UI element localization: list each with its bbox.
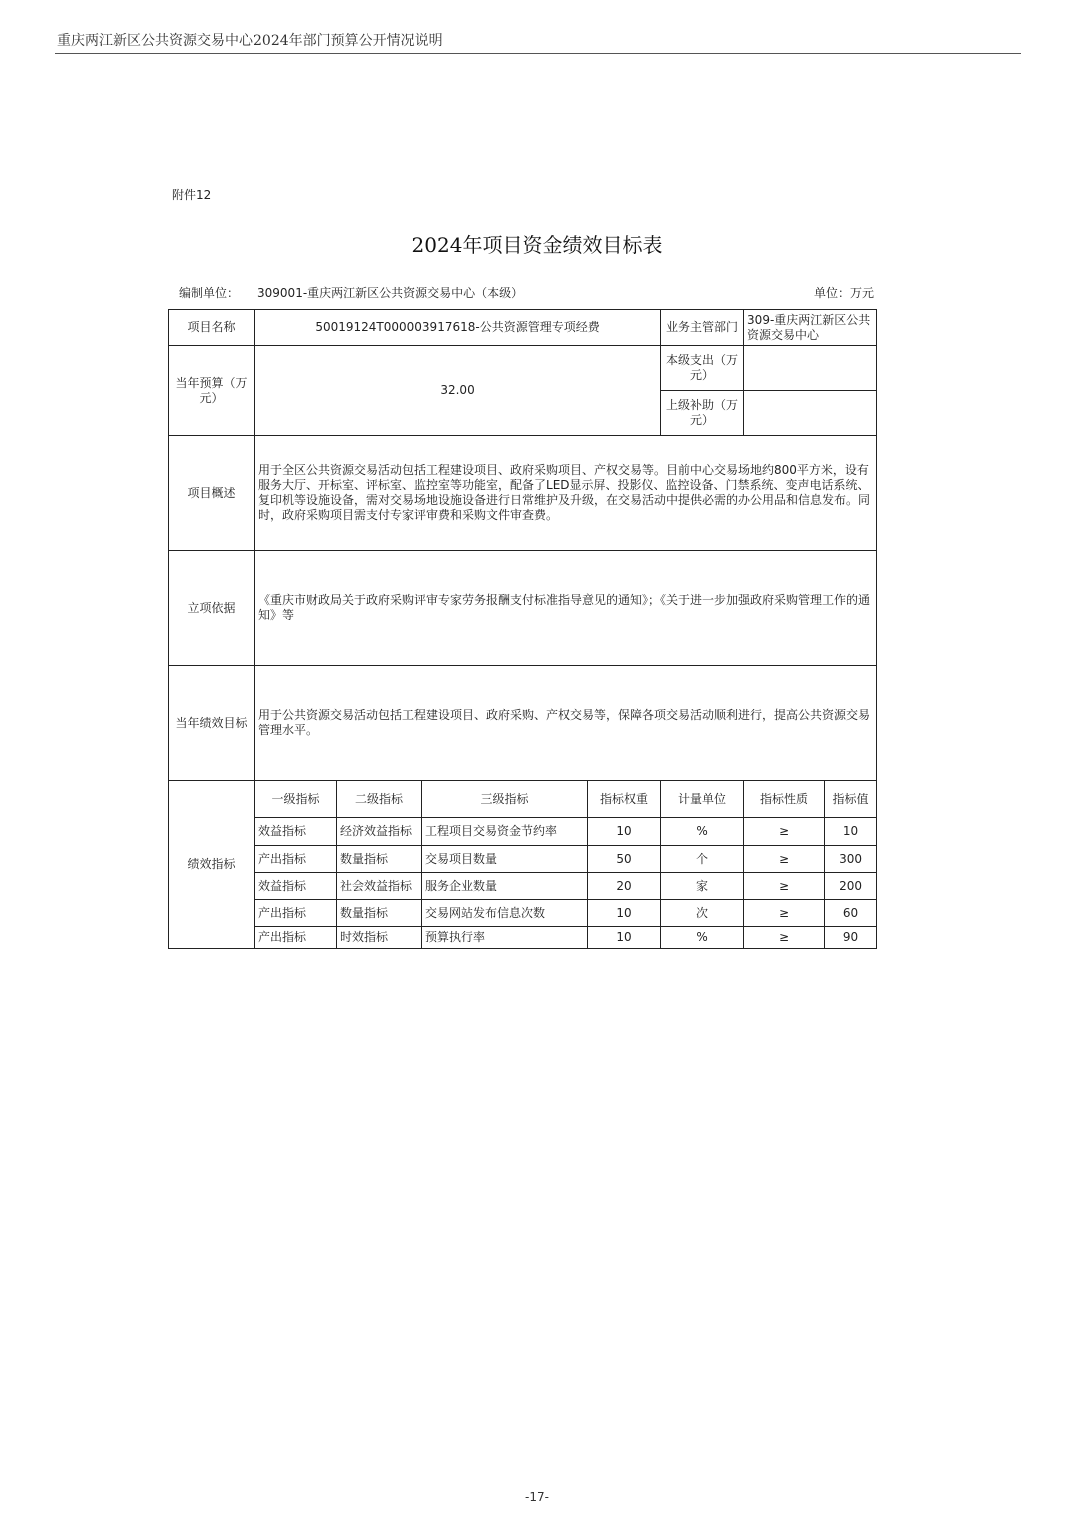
overview-label: 项目概述 bbox=[169, 436, 255, 551]
indicator-cell: ≥ bbox=[744, 818, 825, 846]
indicator-row bbox=[169, 873, 877, 900]
indicator-header: 三级指标 bbox=[422, 781, 588, 818]
indicator-cell: ≥ bbox=[744, 900, 825, 927]
indicator-header: 二级指标 bbox=[337, 781, 422, 818]
goal-label: 当年绩效目标 bbox=[169, 666, 255, 781]
indicator-cell: 交易项目数量 bbox=[422, 846, 588, 873]
currency-unit: 单位：万元 bbox=[813, 286, 874, 300]
indicator-cell: 数量指标 bbox=[337, 900, 422, 927]
indicator-cell: 时效指标 bbox=[337, 927, 422, 949]
indicator-cell: 次 bbox=[661, 900, 744, 927]
indicator-cell: 个 bbox=[661, 846, 744, 873]
upper-subsidy-label: 上级补助（万元） bbox=[661, 391, 744, 436]
indicator-cell: 工程项目交易资金节约率 bbox=[422, 818, 588, 846]
indicator-cell: 经济效益指标 bbox=[337, 818, 422, 846]
indicator-cell: 产出指标 bbox=[255, 846, 337, 873]
document-title: 2024年项目资金绩效目标表 bbox=[411, 233, 663, 257]
upper-subsidy-value bbox=[744, 391, 877, 436]
indicator-row bbox=[169, 927, 877, 949]
indicator-cell: 10 bbox=[588, 927, 661, 949]
header-divider bbox=[55, 53, 1021, 54]
basis-text: 《重庆市财政局关于政府采购评审专家劳务报酬支付标准指导意见的通知》；《关于进一步加强政府采购管理工作的通知》等 bbox=[255, 551, 877, 666]
indicator-header-row bbox=[169, 781, 877, 818]
local-expense-label: 本级支出（万元） bbox=[661, 346, 744, 391]
indicator-cell: 数量指标 bbox=[337, 846, 422, 873]
indicator-cell: 交易网站发布信息次数 bbox=[422, 900, 588, 927]
indicators-label: 绩效指标 bbox=[169, 781, 255, 949]
basis-label: 立项依据 bbox=[169, 551, 255, 666]
dept-value: 309-重庆两江新区公共资源交易中心 bbox=[744, 310, 877, 346]
indicator-cell: 20 bbox=[588, 873, 661, 900]
indicator-cell: ≥ bbox=[744, 927, 825, 949]
indicator-cell: ≥ bbox=[744, 846, 825, 873]
indicator-cell: 预算执行率 bbox=[422, 927, 588, 949]
indicator-cell: 300 bbox=[825, 846, 877, 873]
goal-text: 用于公共资源交易活动包括工程建设项目、政府采购、产权交易等，保障各项交易活动顺利进行，提高公共资源交易管理水平。 bbox=[255, 666, 877, 781]
compiling-unit-label: 编制单位： bbox=[179, 286, 240, 300]
indicator-cell: ≥ bbox=[744, 873, 825, 900]
indicator-cell: 90 bbox=[825, 927, 877, 949]
indicator-cell: 50 bbox=[588, 846, 661, 873]
indicator-cell: 10 bbox=[588, 900, 661, 927]
compiling-unit-value: 309001-重庆两江新区公共资源交易中心（本级） bbox=[257, 286, 524, 300]
indicator-header: 指标值 bbox=[825, 781, 877, 818]
row-budget-local bbox=[169, 346, 877, 391]
row-overview bbox=[169, 436, 877, 551]
compiling-unit bbox=[179, 284, 523, 301]
indicator-cell: 产出指标 bbox=[255, 900, 337, 927]
dept-label: 业务主管部门 bbox=[661, 310, 744, 346]
indicator-cell: 60 bbox=[825, 900, 877, 927]
indicator-cell: 200 bbox=[825, 873, 877, 900]
project-name-label: 项目名称 bbox=[169, 310, 255, 346]
indicator-cell: 10 bbox=[588, 818, 661, 846]
indicator-row bbox=[169, 900, 877, 927]
indicator-row bbox=[169, 846, 877, 873]
page-number: -17- bbox=[525, 1490, 549, 1504]
indicator-cell: 效益指标 bbox=[255, 873, 337, 900]
row-project-name bbox=[169, 310, 877, 346]
row-goal bbox=[169, 666, 877, 781]
row-basis bbox=[169, 551, 877, 666]
performance-target-table bbox=[168, 309, 877, 949]
indicator-header: 指标性质 bbox=[744, 781, 825, 818]
indicator-cell: 家 bbox=[661, 873, 744, 900]
indicator-cell: 效益指标 bbox=[255, 818, 337, 846]
attachment-label: 附件12 bbox=[172, 188, 212, 202]
local-expense-value bbox=[744, 346, 877, 391]
overview-text: 用于全区公共资源交易活动包括工程建设项目、政府采购项目、产权交易等。目前中心交易场地约800平方米，设有服务大厅、开标室、评标室、监控室等功能室，配备了LED显示屏、投影仪、监控设备、门禁系统、变声电话系统、复印机等设施设备，需对交易场地设施设备进行日常维护及升级，在交易活动中提供必需的办公用品和信息发布。同时，政府采购项目需支付专家评审费和采购文件审查费。 bbox=[255, 436, 877, 551]
indicator-cell: 服务企业数量 bbox=[422, 873, 588, 900]
indicator-row bbox=[169, 818, 877, 846]
indicator-cell: 产出指标 bbox=[255, 927, 337, 949]
indicator-cell: % bbox=[661, 818, 744, 846]
indicator-cell: 10 bbox=[825, 818, 877, 846]
indicator-header: 一级指标 bbox=[255, 781, 337, 818]
page-header: 重庆两江新区公共资源交易中心2024年部门预算公开情况说明 bbox=[57, 33, 443, 49]
indicator-cell: % bbox=[661, 927, 744, 949]
budget-label: 当年预算（万元） bbox=[169, 346, 255, 436]
indicator-cell: 社会效益指标 bbox=[337, 873, 422, 900]
indicator-header: 指标权重 bbox=[588, 781, 661, 818]
budget-value: 32.00 bbox=[255, 346, 661, 436]
project-name-value: 50019124T000003917618-公共资源管理专项经费 bbox=[255, 310, 661, 346]
indicator-header: 计量单位 bbox=[661, 781, 744, 818]
